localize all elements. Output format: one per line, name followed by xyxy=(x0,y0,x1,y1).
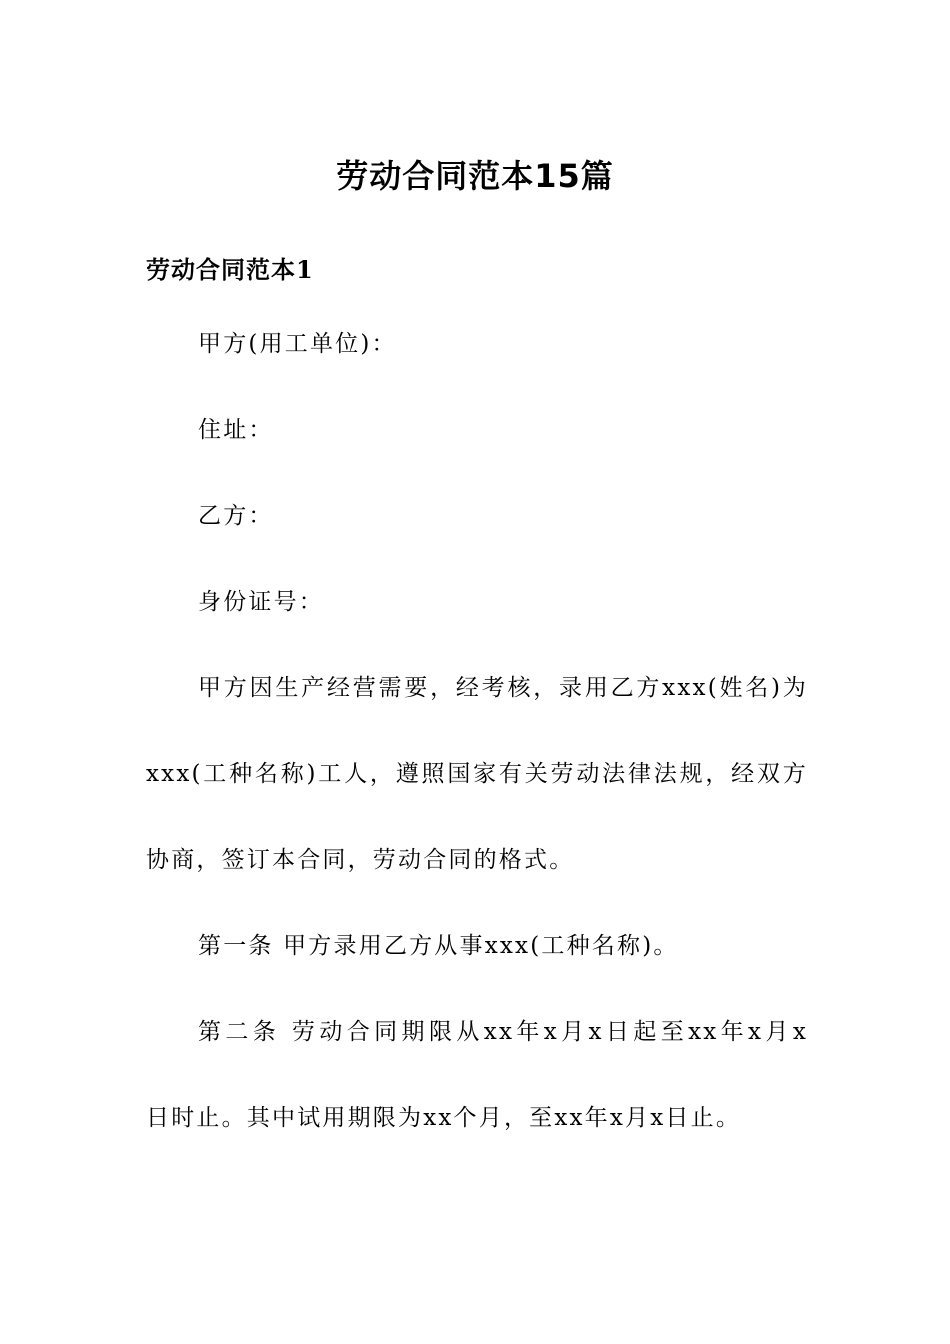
article-2-line-1: 第二条 劳动合同期限从xx年x月x日起至xx年x月x xyxy=(198,1019,808,1045)
party-b-line: 乙方： xyxy=(198,503,274,529)
paragraph-line-2: xxx(工种名称)工人，遵照国家有关劳动法律法规，经双方 xyxy=(146,761,808,787)
address-line: 住址： xyxy=(198,417,274,443)
paragraph-line-3: 协商，签订本合同，劳动合同的格式。 xyxy=(146,847,575,873)
section-heading: 劳动合同范本1 xyxy=(146,255,314,284)
party-a-line: 甲方(用工单位)： xyxy=(198,331,397,357)
id-number-line: 身份证号： xyxy=(198,589,324,615)
article-1-line: 第一条 甲方录用乙方从事xxx(工种名称)。 xyxy=(198,933,679,959)
article-2-line-2: 日时止。其中试用期限为xx个月，至xx年x月x日止。 xyxy=(146,1105,742,1131)
paragraph-line-1: 甲方因生产经营需要，经考核，录用乙方xxx(姓名)为 xyxy=(198,675,808,701)
document-title: 劳动合同范本15篇 xyxy=(336,157,614,195)
